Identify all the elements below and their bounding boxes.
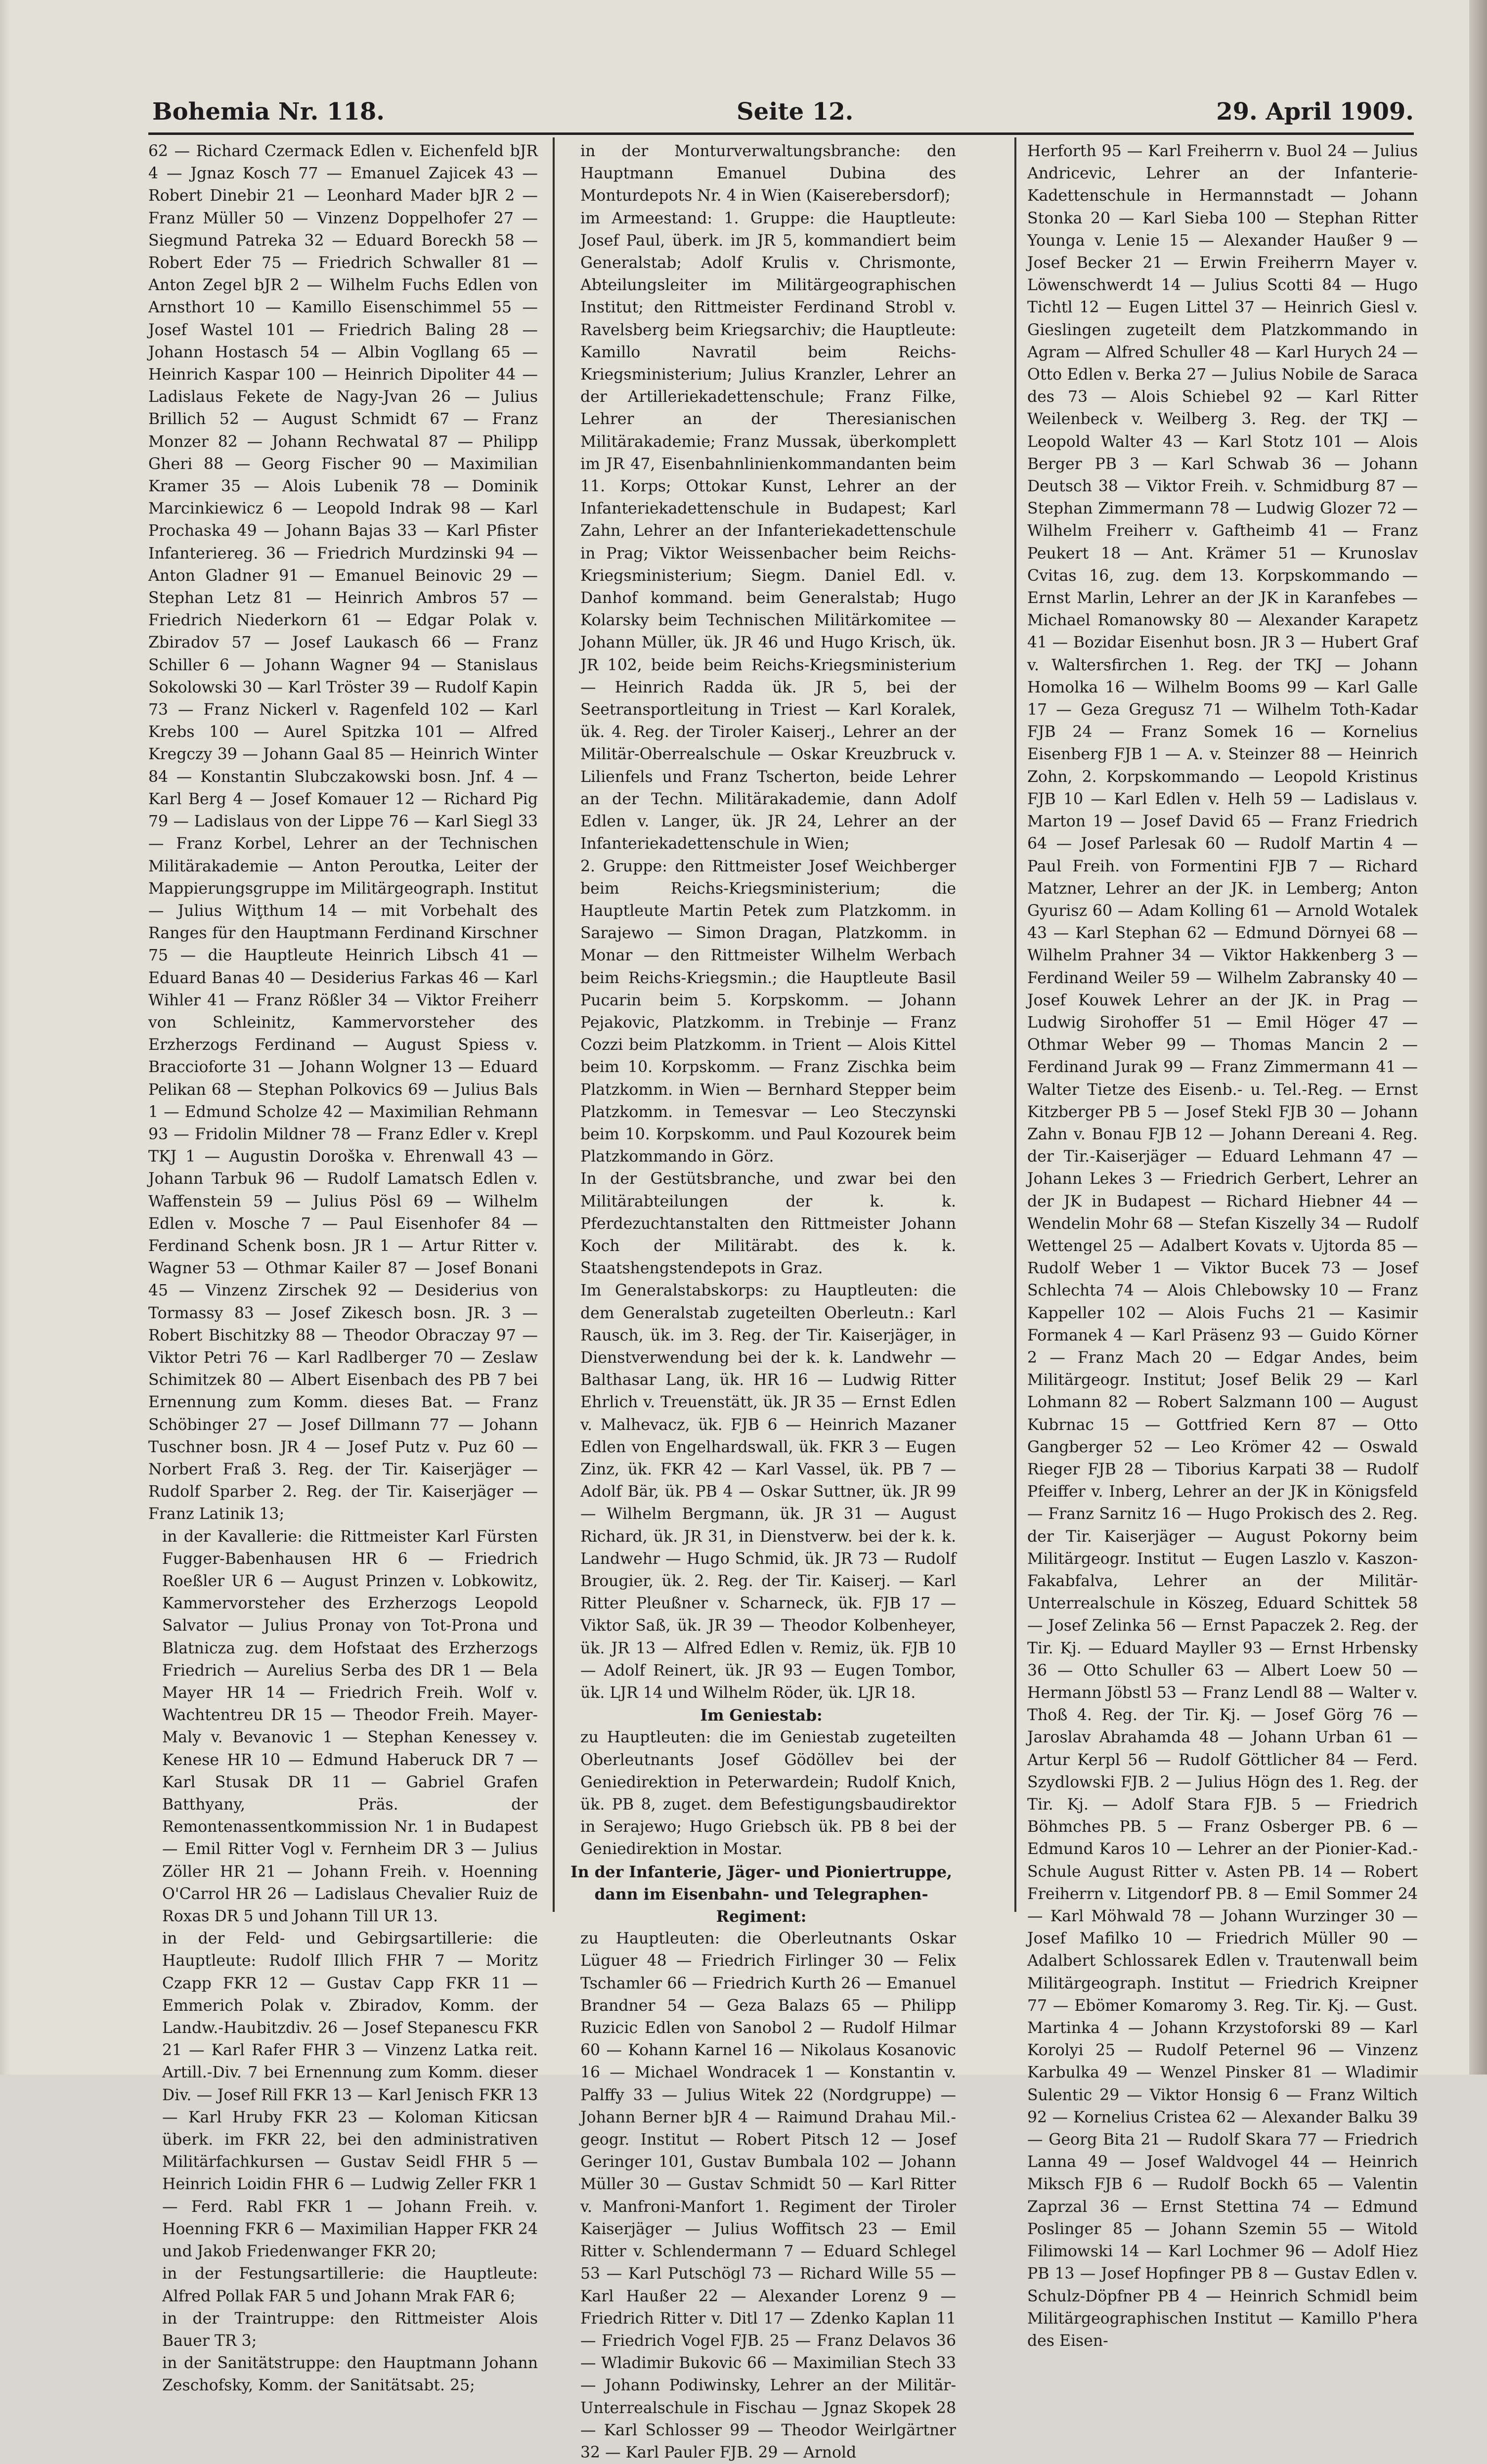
paragraph: in der Festungsartillerie: die Hauptleute: Alfred Pollak FAR 5 und Johann Mrak FAR 6; xyxy=(162,2265,538,2305)
column-divider xyxy=(1014,137,1016,1912)
paragraph: 62 — Richard Czermack Edlen v. Eichenfeld bJR 4 — Jgnaz Kosch 77 — Emanuel Zajicek 43 — Robert Dinebir 21 — Leonhard Mader bJR 2 — Franz Müller 50 — Vinzenz Doppelhofer 27 — Siegmund Patreka 32 — Eduard Boreckh 58 — Robert Eder 75 — Friedrich Schwaller 81 — Anton Zegel bJR 2 — Wilhelm Fuchs Edlen von Arnsthort 10 — Kamillo Eisenschimmel 55 — Josef Wastel 101 — Friedrich Baling 28 — Johann Hostasch 54 — Albin Vogllang 65 — Heinrich Kaspar 100 — Heinrich Dipoliter 44 — Ladislaus Fekete de Nagy-Jvan 26 — Julius Brillich 52 — August Schmidt 67 — Franz Monzer 82 — Johann Rechwatal 87 — Philipp Gheri 88 — Georg Fischer 90 — Maximilian Kramer 35 — Alois Lubenik 78 — Dominik Marcinkiewicz 6 — Leopold Indrak 98 — Karl Prochaska 49 — Johann Bajas 33 — Karl Pfister Infanteriereg. 36 — Friedrich Murdzinski 94 — Anton Gladner 91 — Emanuel Beinovic 29 — Stephan Letz 81 — Heinrich Ambros 57 — Friedrich Niederkorn 61 — Edgar Polak v. Zbiradov 57 — Josef Laukasch 66 — Franz Schiller 6 — Johann Wagner 94 — Stanislaus Sokolowski 30 — Karl Tröster 39 — Rudolf Kapin 73 — Franz Nickerl v. Ragenfeld 102 — Karl Krebs 100 — Aurel Spitzka 101 — Alfred Kregczy 39 — Johann Gaal 85 — Heinrich Winter 84 — Konstantin Slubczakowski bosn. Jnf. 4 — Karl Berg 4 — Josef Komauer 12 — Richard Pig 79 — Ladislaus von der Lippe 76 — Karl Siegl 33 — Franz Korbel, Lehrer an der Technischen Militärakademie — Anton Peroutka, Leiter der Mappierungsgruppe im Militärgeograph. Institut — Julius Wiţthum 14 — mit Vorbehalt des Ranges für den Hauptmann Ferdinand Kirschner 75 — die Hauptleute Heinrich Libsch 41 — Eduard Banas 40 — Desiderius Farkas 46 — Karl Wihler 41 — Franz Rößler 34 — Viktor Freiherr von Schleinitz, Kammervorsteher des Erzherzogs Ferdinand — August Spiess v. Braccioforte 31 — Johann Wolgner 13 — Eduard Pelikan 68 — Stephan Polkovics 69 — Julius Bals 1 — Edmund Scholze 42 — Maximilian Rehmann 93 — Fridolin Mildner 78 — Franz Edler v. Krepl TKJ 1 — Augustin Doroška v. Ehrenwall 43 — Johann Tarbuk 96 — Rudolf Lamatsch Edlen v. Waffenstein 59 — Julius Pösl 69 — Wilhelm Edlen v. Mosche 7 — Paul Eisenhofer 84 — Ferdinand Schenk bosn. JR 1 — Artur Ritter v. Wagner 53 — Othmar Kailer 87 — Josef Bonani 45 — Vinzenz Zirschek 92 — Desiderius von Tormassy 83 — Josef Zikesch bosn. JR. 3 — Robert Bischitzky 88 — Theodor Obraczay 97 — Viktor Petri 76 — Karl Radlberger 70 — Zeslaw Schimitzek 80 — Albert Eisenbach des PB 7 bei Ernennung zum Komm. dieses Bat. — Franz Schöbinger 27 — Josef Dillmann 77 — Johann Tuschner bosn. JR 4 — Josef Putz v. Puz 60 — Norbert Fraß 3. Reg. der Tir. Kaiserjäger — Rudolf Sparber 2. Reg. der Tir. Kaiserjäger — Franz Latinik 13; xyxy=(148,142,538,1523)
paragraph: zu Hauptleuten: die im Geniestab zugeteilten Oberleutnants Josef Gödöllev bei der Geniedirektion in Peterwardein; Rudolf Knich, ük. PB 8, zuget. dem Befestigungsbaudirektor in Serajewo; Hugo Griebsch ük. PB 8 bei der Geniedirektion in Mostar. xyxy=(580,1729,956,1859)
page-right-edge xyxy=(1469,0,1487,2075)
paragraph: in der Traintruppe: den Rittmeister Alois Bauer TR 3; xyxy=(162,2309,538,2350)
page-number: Seite 12. xyxy=(737,98,854,126)
paragraph: in der Kavallerie: die Rittmeister Karl Fürsten Fugger-Babenhausen HR 6 — Friedrich Roeßler UR 6 — August Prinzen v. Lobkowitz, Kammervorsteher des Erzherzogs Leopold Salvator — Julius Pronay von Tot-Prona und Blatnicza zug. dem Hofstaat des Erzherzogs Friedrich — Aurelius Serba des DR 1 — Bela Mayer HR 14 — Friedrich Freih. Wolf v. Wachtentreu DR 15 — Theodor Freih. Mayer-Maly v. Bevanovic 1 — Stephan Kenessey v. Kenese HR 10 — Edmund Haberuck DR 7 — Karl Stusak DR 11 — Gabriel Grafen Batthyany, Präs. der Remontenassentkommission Nr. 1 in Budapest — Emil Ritter Vogl v. Fernheim DR 3 — Julius Zöller HR 21 — Johann Freih. v. Hoenning O'Carrol HR 26 — Ladislaus Chevalier Ruiz de Roxas DR 5 und Johann Till UR 13. xyxy=(162,1527,538,1926)
paragraph: 2. Gruppe: den Rittmeister Josef Weichberger beim Reichs-Kriegsministerium; die Hauptleute Martin Petek zum Platzkomm. in Sarajewo — Simon Dragan, Platzkomm. in Monar — den Rittmeister Wilhelm Werbach beim Reichs-Kriegsmin.; die Hauptleute Basil Pucarin beim 5. Korpskomm. — Johann Pejakovic, Platzkomm. in Trebinje — Franz Cozzi beim Platzkomm. in Trient — Alois Kittel beim 10. Korpskomm. — Franz Zischka beim Platzkomm. in Wien — Bernhard Stepper beim Platzkomm. in Temesvar — Leo Steczynski beim 10. Korpskomm. und Paul Kozourek beim Platzkommando in Görz. xyxy=(580,857,956,1166)
column-divider xyxy=(553,137,555,1912)
newspaper-issue: Bohemia Nr. 118. xyxy=(152,98,385,126)
paragraph: in der Sanitätstruppe: den Hauptmann Johann Zeschofsky, Komm. der Sanitätsabt. 25; xyxy=(162,2354,538,2395)
section-heading: Im Geniestab: xyxy=(700,1706,823,1725)
paragraph: in der Monturverwaltungsbranche: den Hauptmann Emanuel Dubina des Monturdepots Nr. 4 in Wien (Kaiserebersdorf); xyxy=(580,142,956,205)
section-heading: In der Infanterie, Jäger- und Pioniertruppe, dann im Eisenbahn- und Telegraphen-Regiment: xyxy=(570,1862,952,1926)
paragraph: zu Hauptleuten: die Oberleutnants Oskar Lüguer 48 — Friedrich Firlinger 30 — Felix Tschamler 66 — Friedrich Kurth 26 — Emanuel Brandner 54 — Geza Balazs 65 — Philipp Ruzicic Edlen von Sanobol 2 — Rudolf Hilmar 60 — Kohann Karnel 16 — Nikolaus Kosanovic 16 — Michael Wondracek 1 — Konstantin v. Palffy 33 — Julius Witek 22 (Nordgruppe) — Johann Berner bJR 4 — Raimund Drahau Mil.-geogr. Institut — Robert Pitsch 12 — Josef Geringer 101, Gustav Bumbala 102 — Johann Müller 30 — Gustav Schmidt 50 — Karl Ritter v. Manfroni-Manfort 1. Regiment der Tiroler Kaiserjäger — Julius Woffitsch 23 — Emil Ritter v. Schlendermann 7 — Eduard Schlegel 53 — Karl Putschögl 73 — Richard Wille 55 — Karl Haußer 22 — Alexander Lorenz 9 — Friedrich Ritter v. Ditl 17 — Zdenko Kaplan 11 — Friedrich Vogel FJB. 25 — Franz Delavos 36 — Wladimir Bukovic 66 — Maximilian Stech 33 — Johann Podiwinsky, Lehrer an der Militär-Unterrealschule in Fischau — Jgnaz Skopek 28 — Karl Schlosser 99 — Theodor Weirlgärtner 32 — Karl Pauler FJB. 29 — Arnold xyxy=(580,1930,956,2462)
header-rule xyxy=(148,132,1414,135)
paragraph: im Armeestand: 1. Gruppe: die Hauptleute: Josef Paul, überk. im JR 5, kommandiert beim Generalstab; Adolf Krulis v. Chrismonte, Abteilungsleiter im Militärgeographischen Institut; den Rittmeister Ferdinand Strobl v. Ravelsberg beim Kriegsarchiv; die Hauptleute: Kamillo Navratil beim Reichs-Kriegsministerium; Julius Kranzler, Lehrer an der Artilleriekadettenschule; Franz Filke, Lehrer an der Theresianischen Militärakademie; Franz Mussak, überkomplett im JR 47, Eisenbahnlinienkommandanten beim 11. Korps; Ottokar Kunst, Lehrer an der Infanteriekadettenschule in Budapest; Karl Zahn, Lehrer an der Infanteriekadettenschule in Prag; Viktor Weissenbacher beim Reichs-Kriegsministerium; Siegm. Daniel Edl. v. Danhof kommand. beim Generalstab; Hugo Kolarsky beim Technischen Militärkomitee — Johann Müller, ük. JR 46 und Hugo Krisch, ük. JR 102, beide beim Reichs-Kriegsministerium — Heinrich Radda ük. JR 5, bei der Seetransportleitung in Triest — Karl Koralek, ük. 4. Reg. der Tiroler Kaiserj., Lehrer an der Militär-Oberrealschule — Oskar Kreuzbruck v. Lilienfels und Franz Tscherton, beide Lehrer an der Techn. Militärakademie, dann Adolf Edlen v. Langer, ük. JR 24, Lehrer an der Infanteriekadettenschule in Wien; xyxy=(580,209,956,853)
column-2 xyxy=(567,140,956,2462)
paragraph: Im Generalstabskorps: zu Hauptleuten: die dem Generalstab zugeteilten Oberleutn.: Karl Rausch, ük. im 3. Reg. der Tir. Kaiserjäger, in Dienstverwendung bei der k. k. Landwehr — Balthasar Lang, ük. HR 16 — Ludwig Ritter Ehrlich v. Treuenstätt, ük. JR 35 — Ernst Edlen v. Malhevacz, ük. FJB 6 — Heinrich Mazaner Edlen von Engelhardswall, ük. FKR 3 — Eugen Zinz, ük. FKR 42 — Karl Vassel, ük. PB 7 — Adolf Bär, ük. PB 4 — Oskar Suttner, ük. JR 99 — Wilhelm Bergmann, ük. JR 31 — August Richard, ük. JR 31, in Dienstverw. bei der k. k. Landwehr — Hugo Schmid, ük. JR 73 — Rudolf Brougier, ük. 2. Reg. der Tir. Kaiserj. — Karl Ritter Pleußner v. Scharneck, ük. FJB 17 — Viktor Saß, ük. JR 39 — Theodor Kolbenheyer, ük. JR 13 — Alfred Edlen v. Remiz, ük. FJB 10 — Adolf Reinert, ük. JR 93 — Eugen Tombor, ük. LJR 14 und Wilhelm Röder, ük. LJR 18. xyxy=(580,1282,956,1702)
page-header xyxy=(148,98,1414,132)
issue-date: 29. April 1909. xyxy=(1216,98,1414,126)
column-1 xyxy=(148,140,538,2395)
paragraph: in der Feld- und Gebirgsartillerie: die Hauptleute: Rudolf Illich FHR 7 — Moritz Czapp FKR 12 — Gustav Capp FKR 11 — Emmerich Polak v. Zbiradov, Komm. der Landw.-Haubitzdiv. 26 — Josef Stepanescu FKR 21 — Karl Rafer FHR 3 — Vinzenz Latka reit. Artill.-Div. 7 bei Ernennung zum Komm. dieser Div. — Josef Rill FKR 13 — Karl Jenisch FKR 13 — Karl Hruby FKR 23 — Koloman Kiticsan überk. im FKR 22, bei den administrativen Militärfachkursen — Gustav Seidl FHR 5 — Heinrich Loidin FHR 6 — Ludwig Zeller FKR 1 — Ferd. Rabl FKR 1 — Johann Freih. v. Hoenning FKR 6 — Maximilian Happer FKR 24 und Jakob Friedenwanger FKR 20; xyxy=(162,1930,538,2261)
column-3 xyxy=(1027,140,1418,2350)
paragraph: In der Gestütsbranche, und zwar bei den Militärabteilungen der k. k. Pferdezuchtanstalten den Rittmeister Johann Koch der Militärabt. des k. k. Staatshengstendepots in Graz. xyxy=(580,1170,956,1278)
page-left-edge xyxy=(0,0,10,2075)
paragraph: Herforth 95 — Karl Freiherrn v. Buol 24 — Julius Andricevic, Lehrer an der Infanterie-Kadettenschule in Hermannstadt — Johann Stonka 20 — Karl Sieba 100 — Stephan Ritter Younga v. Lenie 15 — Alexander Haußer 9 — Josef Becker 21 — Erwin Freiherrn Mayer v. Löwenschwerdt 14 — Julius Scotti 84 — Hugo Tichtl 12 — Eugen Littel 37 — Heinrich Giesl v. Gieslingen zugeteilt dem Platzkommando in Agram — Alfred Schuller 48 — Karl Hurych 24 — Otto Edlen v. Berka 27 — Julius Nobile de Saraca des 73 — Alois Schiebel 92 — Karl Ritter Weilenbeck v. Weilberg 3. Reg. der TKJ — Leopold Walter 43 — Karl Stotz 101 — Alois Berger PB 3 — Karl Schwab 36 — Johann Deutsch 38 — Viktor Freih. v. Schmidburg 87 — Stephan Zimmermann 78 — Ludwig Glozer 72 — Wilhelm Freiherr v. Gaftheimb 41 — Franz Peukert 18 — Ant. Krämer 51 — Krunoslav Cvitas 16, zug. dem 13. Korpskommando — Ernst Marlin, Lehrer an der JK in Karanfebes — Michael Romanowsky 80 — Alexander Karapetz 41 — Bozidar Eisenhut bosn. JR 3 — Hubert Graf v. Waltersfirchen 1. Reg. der TKJ — Johann Homolka 16 — Wilhelm Booms 99 — Karl Galle 17 — Geza Gregusz 71 — Wilhelm Toth-Kadar FJB 24 — Franz Somek 16 — Kornelius Eisenberg FJB 1 — A. v. Steinzer 88 — Heinrich Zohn, 2. Korpskommando — Leopold Kristinus FJB 10 — Karl Edlen v. Helh 59 — Ladislaus v. Marton 19 — Josef David 65 — Franz Friedrich 64 — Josef Parlesak 60 — Rudolf Martin 4 — Paul Freih. von Formentini FJB 7 — Richard Matzner, Lehrer an der JK. in Lemberg; Anton Gyurisz 60 — Adam Kolling 61 — Arnold Wotalek 43 — Karl Stephan 62 — Edmund Dörnyei 68 — Wilhelm Prahner 34 — Viktor Hakkenberg 3 — Ferdinand Weiler 59 — Wilhelm Zabransky 40 — Josef Kouwek Lehrer an der JK. in Prag — Ludwig Sirohoffer 51 — Emil Höger 47 — Othmar Weber 99 — Thomas Mancin 2 — Ferdinand Jurak 99 — Franz Zimmermann 41 — Walter Tietze des Eisenb.- u. Tel.-Reg. — Ernst Kitzberger PB 5 — Josef Stekl FJB 30 — Johann Zahn v. Bonau FJB 12 — Johann Dereani 4. Reg. der Tir.-Kaiserjäger — Eduard Lehmann 47 — Johann Lekes 3 — Friedrich Gerbert, Lehrer an der JK in Budapest — Richard Hiebner 44 — Wendelin Mohr 68 — Stefan Kiszelly 34 — Rudolf Wettengel 25 — Adalbert Kovats v. Ujtorda 85 — Rudolf Weber 1 — Viktor Bucek 73 — Josef Schlechta 74 — Alois Chlebowsky 10 — Franz Kappeller 102 — Alois Fuchs 21 — Kasimir Formanek 4 — Karl Präsenz 93 — Guido Körner 2 — Franz Mach 20 — Edgar Andes, beim Militärgeogr. Institut; Josef Belik 29 — Karl Lohmann 82 — Robert Salzmann 100 — August Kubrnac 15 — Gottfried Kern 87 — Otto Gangberger 52 — Leo Krömer 42 — Oswald Rieger FJB 28 — Tiborius Karpati 38 — Rudolf Pfeiffer v. Inberg, Lehrer an der JK in Königsfeld — Franz Sarnitz 16 — Hugo Prokisch des 2. Reg. der Tir. Kaiserjäger — August Pokorny beim Militärgeogr. Institut — Eugen Laszlo v. Kaszon-Fakabfalva, Lehrer an der Militär-Unterrealschule in Köszeg, Eduard Schittek 58 — Josef Zelinka 56 — Ernst Papaczek 2. Reg. der Tir. Kj. — Eduard Mayller 93 — Ernst Hrbensky 36 — Otto Schuller 63 — Albert Loew 50 — Hermann Jöbstl 53 — Franz Lendl 88 — Walter v. Thoß 4. Reg. der Tir. Kj. — Josef Görg 76 — Jaroslav Abrahamda 48 — Johann Urban 61 — Artur Kerpl 56 — Rudolf Göttlicher 84 — Ferd. Szydlowski FJB. 2 — Julius Högn des 1. Reg. der Tir. Kj. — Adolf Stara FJB. 5 — Friedrich Böhmches PB. 5 — Franz Osberger PB. 6 — Edmund Karos 10 — Lehrer an der Pionier-Kad.-Schule August Ritter v. Asten PB. 14 — Robert Freiherrn v. Litgendorf PB. 8 — Emil Sommer 24 — Karl Möhwald 78 — Johann Wurzinger 30 — Josef Mafilko 10 — Friedrich Müller 90 — Adalbert Schlossarek Edlen v. Trautenwall beim Militärgeograph. Institut — Friedrich Kreipner 77 — Ebömer Komaromy 3. Reg. Tir. Kj. — Gust. Martinka 4 — Johann Krzystoforski 89 — Karl Korolyi 25 — Rudolf Peternel 96 — Vinzenz Karbulka 49 — Wenzel Pinsker 81 — Wladimir Sulentic 29 — Viktor Honsig 6 — Franz Wiltich 92 — Kornelius Cristea 62 — Alexander Balku 39 — Georg Bita 21 — Rudolf Skara 77 — Friedrich Lanna 49 — Josef Waldvogel 44 — Heinrich Miksch FJB 6 — Rudolf Bockh 65 — Valentin Zaprzal 36 — Ernst Stettina 74 — Edmund Poslinger 85 — Johann Szemin 55 — Witold Filimowski 14 — Karl Lochmer 96 — Adolf Hiez PB 13 — Josef Hopfinger PB 8 — Gustav Edlen v. Schulz-Döpfner PB 4 — Heinrich Schmidl beim Militärgeographischen Institut — Kamillo P'hera des Eisen- xyxy=(1027,142,1418,2350)
